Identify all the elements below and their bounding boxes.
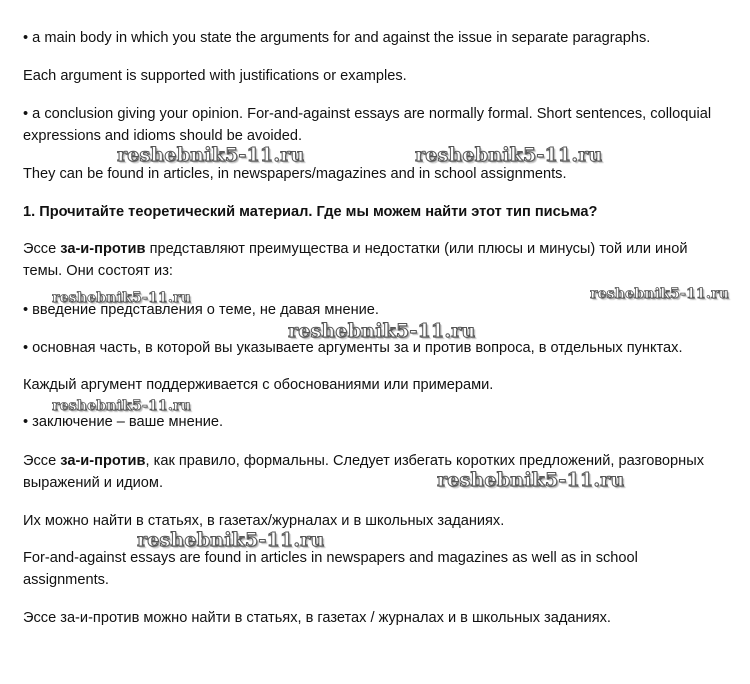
paragraph-where-found: They can be found in articles, in newspapers/magazines and in school assignments. (23, 166, 567, 182)
paragraph-argument-ru: Каждый аргумент поддерживается с обоснованиями или примерами. (23, 377, 494, 393)
paragraph-essay-definition (23, 238, 723, 282)
paragraph-where-found-en: For-and-against essays are found in articles in newspapers and magazines as well as in school assignments. (23, 550, 638, 588)
paragraph-main-body: • a main body in which you state the arguments for and against the issue in separate paragraphs. (23, 30, 651, 46)
watermark-logo: reshebnik5-11.ru (117, 144, 305, 166)
paragraph-introduction: • введение представления о теме, не давая мнение. (23, 302, 379, 318)
text-segment: Эссе (23, 453, 61, 469)
paragraph-main-part: • основная часть, в которой вы указываете аргументы за и против вопроса, в отдельных пунктах. (23, 340, 683, 356)
bold-term: за-и-против (60, 453, 146, 469)
text-segment: Эссе (23, 241, 61, 257)
watermark-logo: reshebnik5-11.ru (590, 286, 729, 302)
watermark-logo: reshebnik5-11.ru (137, 529, 325, 551)
paragraph-argument-support: Each argument is supported with justifications or examples. (23, 68, 407, 84)
paragraph-conclusion-ru: • заключение – ваше мнение. (23, 414, 224, 430)
watermark-logo: reshebnik5-11.ru (288, 320, 476, 342)
bold-term: за-и-против (60, 241, 146, 257)
paragraph-where-found-ru: Их можно найти в статьях, в газетах/журналах и в школьных заданиях. (23, 513, 505, 529)
watermark-logo: reshebnik5-11.ru (415, 144, 603, 166)
watermark-logo: reshebnik5-11.ru (52, 398, 191, 414)
text-segment: , как правило, формальны. Следует избегать коротких предложений, разговорных выражений и идиом. (23, 453, 705, 491)
paragraph-conclusion: • a conclusion giving your opinion. For-and-against essays are normally formal. Short sentences, colloquial expressions and idioms should be avoided. (23, 106, 712, 144)
watermark-logo: reshebnik5-11.ru (52, 290, 191, 306)
watermark-logo: reshebnik5-11.ru (437, 469, 625, 491)
text-segment: представляют преимущества и недостатки (или плюсы и минусы) той или иной темы. Они состоят из: (23, 241, 688, 279)
task-heading: 1. Прочитайте теоретический материал. Где мы можем найти этот тип письма? (23, 204, 598, 220)
paragraph-where-found-ru-2: Эссе за-и-против можно найти в статьях, в газетах / журналах и в школьных заданиях. (23, 610, 611, 626)
